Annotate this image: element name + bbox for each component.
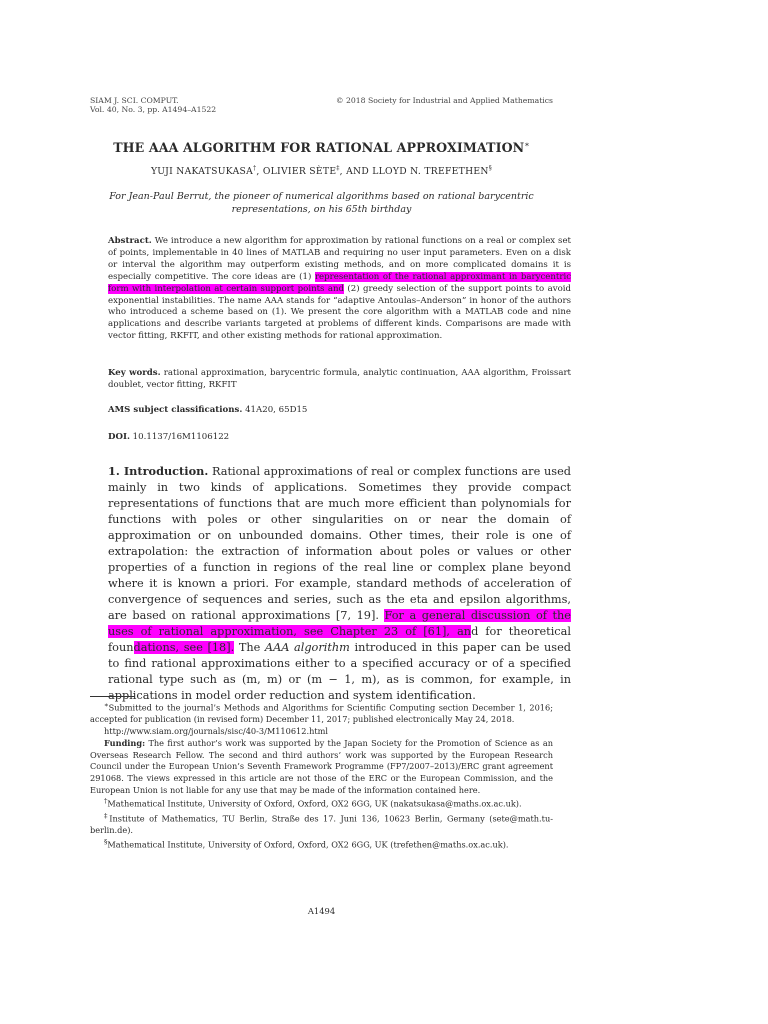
intro-italic: AAA algorithm (264, 641, 350, 654)
footnote-1-text: Submitted to the journal’s Methods and Algorithms for Scientific Computing section December 1, 2016; accepted for publication (in revised form) December 11, 2017; published electronically May 24, 2018. (90, 702, 553, 725)
ams-classifications (90, 405, 571, 417)
intro-text-2: The (234, 641, 265, 654)
doi-text: 10.1137/16M1106122 (129, 432, 230, 442)
funding-label: Funding: (104, 737, 146, 748)
paper-title (90, 140, 553, 155)
author-list (90, 165, 553, 177)
ams-label: AMS subject classifications. (108, 405, 243, 415)
footnote-2 (90, 796, 553, 810)
doi (90, 432, 571, 444)
author-3-mark: § (488, 165, 493, 172)
footnote-3-mark: ‡ (104, 811, 110, 820)
copyright-notice: © 2018 Society for Industrial and Applied Mathematics (335, 96, 553, 105)
author-3: , AND LLOYD N. TREFETHEN (339, 166, 489, 178)
title-footnote-mark: ∗ (524, 140, 530, 149)
dedication: For Jean-Paul Berrut, the pioneer of numerical algorithms based on rational barycentric representations, on his 65th birthday (109, 191, 534, 215)
introduction-section (90, 463, 571, 704)
footnote-url[interactable]: http://www.siam.org/journals/sisc/40-3/M110612.html (104, 726, 329, 737)
footnote-2-mark: † (104, 797, 108, 806)
funding-note (90, 738, 553, 797)
volume-info: Vol. 40, No. 3, pp. A1494–A1522 (90, 105, 217, 114)
author-1: YUJI NAKATSUKASA (150, 166, 254, 178)
journal-name: SIAM J. SCI. COMPUT. (90, 96, 179, 105)
abstract (90, 236, 571, 343)
keywords-label: Key words. (108, 368, 161, 378)
footnote-4-mark: § (104, 837, 108, 846)
footnotes (90, 700, 553, 851)
keywords-text: rational approximation, barycentric formula, analytic continuation, AAA algorithm, Froissart doublet, vector fitting, RKFIT (108, 368, 572, 390)
abstract-highlight: representation of the rational approximant in barycentric form with interpolation at certain support points and (108, 271, 572, 294)
doi-label: DOI. (108, 432, 130, 442)
abstract-text-2: (2) greedy selection of the support points to avoid exponential instabilities. The name AAA stands for “adaptive Antoulas–Anderson” in honor of the authors who introduced a scheme based on (1). We present the core algorithm with a MATLAB code and nine applications and describe variants targeted at problems of different kinds. Comparisons are made with vector fitting, RKFIT, and other existing methods for rational approximation. (108, 283, 571, 342)
footnote-3 (90, 811, 553, 837)
abstract-label: Abstract. (108, 236, 152, 246)
page-number: A1494 (307, 906, 336, 916)
intro-text-1: Rational approximations of real or complex functions are used mainly in two kinds of applications. Sometimes they provide compact representations of functions that are much more efficient than polynomials for functions with poles or other singularities on or near the domain of approximation or on unbounded domains. Other times, their role is one of extrapolation: the extraction of information about poles or values or other properties of a function in regions of the real line or complex plane beyond where it is known a priori. For example, standard methods of acceleration of convergence of sequences and series, such as the eta and epsilon algorithms, are based on rational approximations [7, 19]. (108, 465, 571, 622)
footnote-1-mark: ∗ (104, 701, 109, 709)
footnote-4-text: Mathematical Institute, University of Oxford, Oxford, OX2 6GG, UK (trefethen@maths.ox.ac.uk). (107, 839, 509, 850)
section-heading: 1. Introduction. (108, 464, 209, 478)
footnote-rule (90, 696, 135, 697)
intro-text-mid: d for theoretical foun (108, 625, 571, 654)
author-2: , OLIVIER SÈTE (256, 166, 337, 178)
journal-info (90, 96, 216, 114)
footnote-4 (90, 837, 553, 851)
footnote-1 (90, 700, 553, 726)
funding-text: The first author’s work was supported by the Japan Society for the Promotion of Science as an Overseas Research Fellow. The second and third authors’ work was supported by the European Research Council under the European Union’s Seventh Framework Programme (FP7/2007–2013)/ERC grant agreement 291068. The views expressed in this article are not those of the ERC or the European Commission, and the European Union is not liable for any use that may be made of the information contained here. (90, 737, 553, 795)
ams-text: 41A20, 65D15 (242, 405, 308, 415)
footnote-2-text: Mathematical Institute, University of Oxford, Oxford, OX2 6GG, UK (nakatsukasa@maths.ox.ac.uk). (107, 799, 522, 810)
intro-text-3: introduced in this paper can be used to find rational approximations either to a specified accuracy or of a specified rational type such as (m, m) or (m − 1, m), as is common, for example, in applications in model order reduction and system identification. (108, 641, 571, 702)
footnote-3-text: Institute of Mathematics, TU Berlin, Straße des 17. Juni 136, 10623 Berlin, Germany (sete@math.tu-berlin.de). (90, 813, 553, 836)
abstract-text-1: We introduce a new algorithm for approximation by rational functions on a real or complex set of points, implementable in 40 lines of MATLAB and requiring no user input parameters. Even on a disk or interval the algorithm may outperform existing methods, and on more complicated domains it is especially competitive. The core ideas are (1) (108, 236, 571, 282)
intro-highlight-2: dations, see [18]. (133, 641, 235, 654)
author-1-mark: † (253, 165, 257, 172)
author-2-mark: ‡ (336, 165, 340, 172)
intro-highlight-1: For a general discussion of the uses of rational approximation, see Chapter 23 of [61], an (108, 609, 571, 638)
keywords (90, 368, 571, 392)
title-text: THE AAA ALGORITHM FOR RATIONAL APPROXIMATION (113, 140, 525, 156)
paper-page (90, 0, 572, 1024)
